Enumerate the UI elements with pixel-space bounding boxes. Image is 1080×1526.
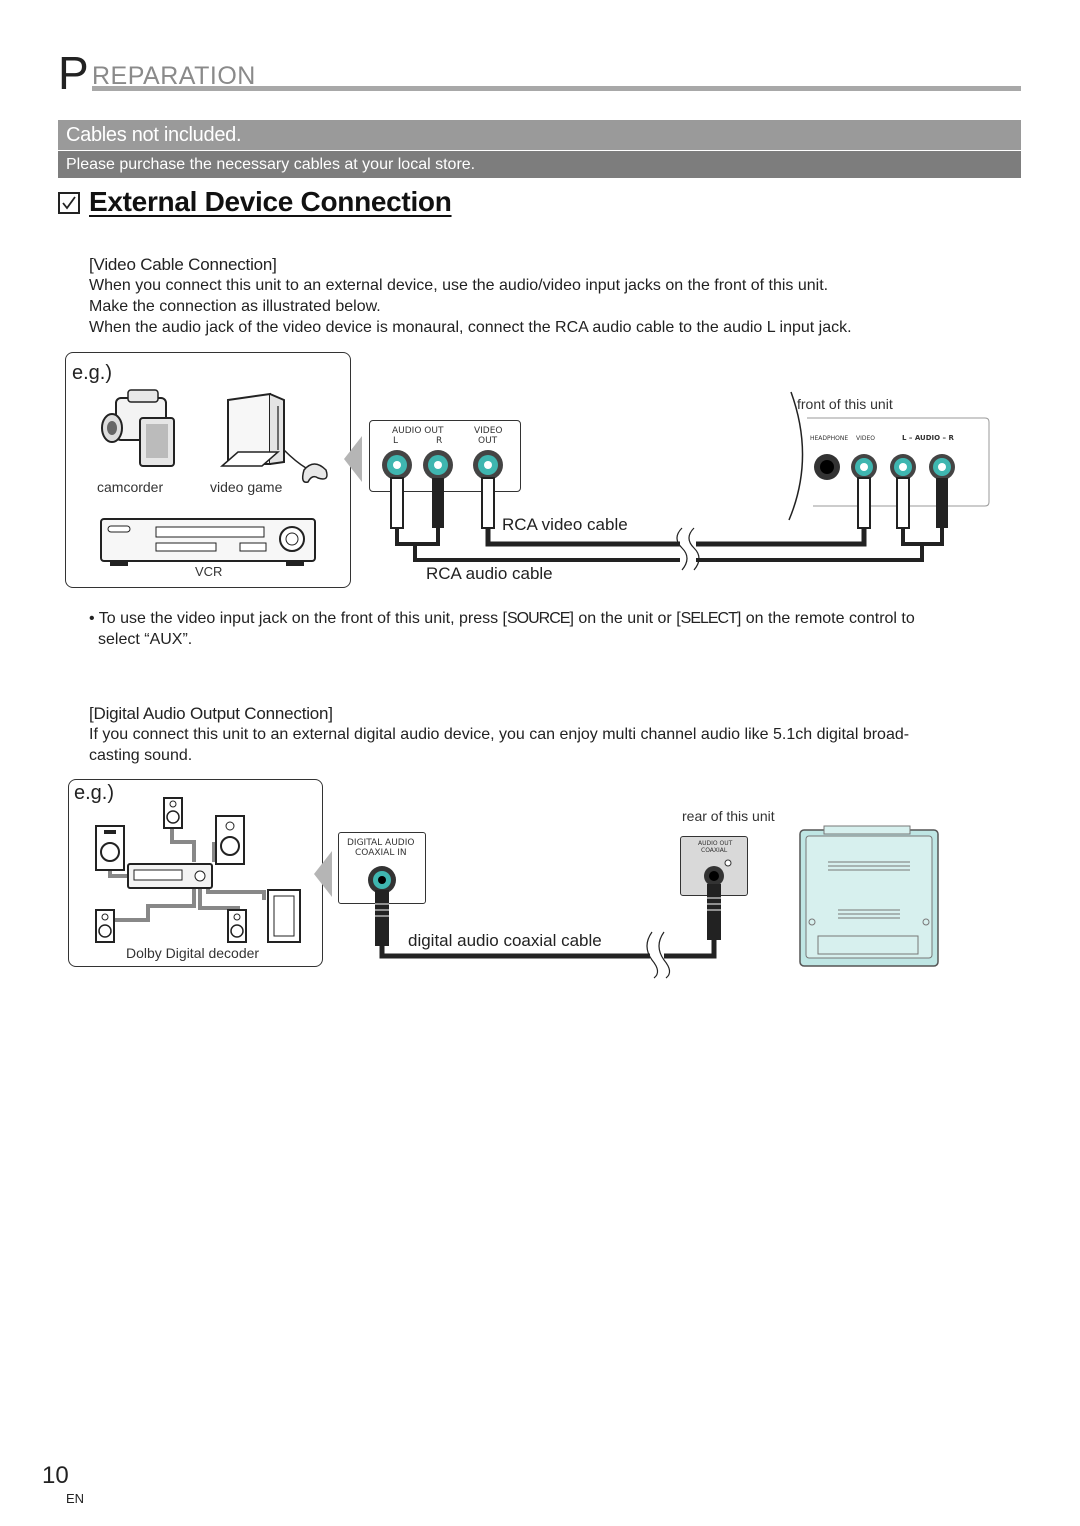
speaker-system-icon (88, 790, 308, 950)
example-label: e.g.) (72, 362, 113, 384)
rca-audio-cable-label: RCA audio cable (426, 564, 553, 583)
decoder-caption: Dolby Digital decoder (126, 945, 260, 961)
coaxial-in-jack-icon (368, 866, 396, 894)
camcorder-caption: camcorder (97, 479, 164, 495)
panel-headphone-label: HEADPHONE (810, 435, 849, 442)
arrow-left-icon-2 (314, 851, 334, 897)
rca-cable-diagram (370, 440, 970, 580)
audio-out-label: AUDIO OUT (392, 426, 444, 436)
jack-front-audio-l-icon (890, 454, 916, 480)
rca-video-cable-label: RCA video cable (502, 515, 628, 534)
jack-video-out-icon (473, 450, 503, 480)
game-console-icon (218, 392, 338, 488)
panel-video-label: VIDEO (856, 435, 876, 442)
page-number: 10 (42, 1462, 69, 1489)
camcorder-icon (100, 388, 180, 472)
source-note-line2: select “AUX”. (98, 631, 193, 648)
source-key: SOURCE (507, 610, 570, 627)
coaxial-cable-diagram (360, 860, 760, 980)
note-prefix: • To use the video input jack on the front of this unit, press [ (89, 610, 507, 627)
select-key: SELECT (680, 610, 737, 627)
tv-rear-icon (798, 826, 940, 968)
vcr-icon (100, 518, 318, 570)
coaxial-out-jack-icon (704, 866, 724, 886)
jack-front-video-icon (851, 454, 877, 480)
coaxial-in-label-2: COAXIAL IN (355, 848, 407, 858)
video-heading: [Video Cable Connection] (89, 255, 277, 274)
header-title-rest: REPARATION (92, 62, 256, 90)
jack-audio-r-icon (423, 450, 453, 480)
digital-text-line1: If you connect this unit to an external digital audio device, you can enjoy multi channel audio like 5.1ch digital broad- (89, 726, 910, 743)
video-text-line2: Make the connection as illustrated below. (89, 298, 381, 315)
video-text-line3: When the audio jack of the video device is monaural, connect the RCA audio cable to the audio L input jack. (89, 319, 852, 336)
page-language: EN (66, 1491, 85, 1506)
cables-notice-subtitle: Please purchase the necessary cables at your local store. (58, 151, 1021, 178)
digital-text-line2: casting sound. (89, 747, 193, 764)
jack-front-audio-r-icon (929, 454, 955, 480)
audio-r-label: R (436, 436, 443, 446)
header-initial: P (58, 47, 89, 99)
video-game-caption: video game (210, 479, 283, 495)
rear-of-unit-label: rear of this unit (682, 808, 775, 824)
vcr-caption: VCR (195, 564, 223, 579)
coaxial-in-label-1: DIGITAL AUDIO (347, 838, 415, 848)
source-note-line1 (89, 608, 915, 629)
audio-l-label: L (393, 436, 399, 446)
digital-heading: [Digital Audio Output Connection] (89, 704, 333, 723)
audio-out-label-2: AUDIO OUT (698, 840, 733, 847)
video-out-label-2: OUT (478, 436, 498, 446)
panel-audio-label: L – AUDIO – R (902, 434, 954, 442)
jack-audio-l-icon (382, 450, 412, 480)
video-out-label-1: VIDEO (474, 426, 503, 436)
checkbox-icon (58, 192, 80, 214)
coaxial-cable-label: digital audio coaxial cable (408, 931, 602, 950)
example-label-2: e.g.) (74, 782, 115, 804)
jack-headphone-icon (814, 454, 840, 480)
video-text-line1: When you connect this unit to an external device, use the audio/video input jacks on the front of this unit. (89, 277, 829, 294)
note-suffix: ] on the remote control to (736, 610, 915, 627)
arrow-left-icon (344, 436, 364, 482)
front-of-unit-label: front of this unit (797, 396, 893, 412)
note-mid: ] on the unit or [ (569, 610, 681, 627)
section-title: External Device Connection (89, 186, 452, 217)
cables-notice-title: Cables not included. (58, 120, 1021, 150)
coaxial-label-2: COAXIAL (701, 847, 728, 854)
